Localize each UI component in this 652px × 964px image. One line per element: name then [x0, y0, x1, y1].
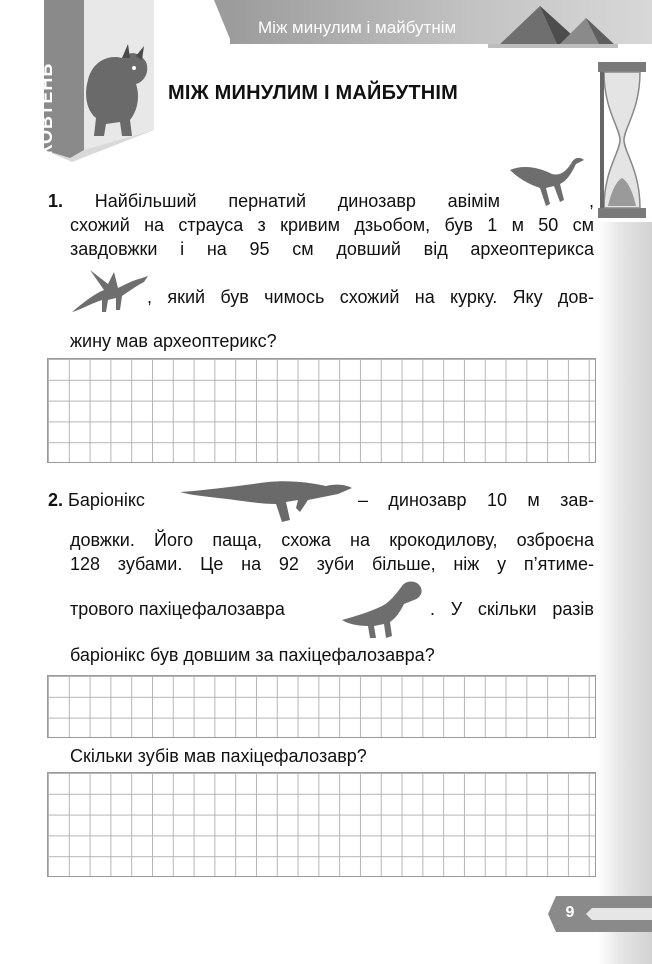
task2-line-1a: Баріонікс — [68, 490, 145, 510]
task1-comma: , — [589, 191, 595, 211]
task1-answer-grid[interactable] — [47, 358, 596, 463]
task1-line-4: , який був чимось схожий на курку. Яку дов- — [147, 287, 594, 307]
pachycephalosaurus-icon — [340, 576, 426, 640]
page-title: МІЖ МИНУЛИМ І МАЙБУТНІМ — [168, 82, 459, 104]
task2-line-1b: – динозавр 10 м зав- — [358, 490, 594, 510]
archaeopteryx-icon — [70, 262, 150, 316]
task1-line-1: Найбільший пернатий динозавр авімім — [94, 191, 500, 211]
task1-line-5: жину мав археоптерикс? — [70, 331, 277, 351]
task2-question-2: Скільки зубів мав пахіцефалозавр? — [70, 746, 367, 766]
hourglass-icon — [594, 60, 646, 220]
task2-line-5: баріонікс був довшим за пахіцефалозавра? — [70, 645, 435, 665]
task1-number: 1. — [48, 191, 64, 211]
pyramids-icon — [488, 0, 618, 48]
task2-answer-grid-1[interactable] — [47, 675, 596, 738]
task2-answer-grid-2[interactable] — [47, 772, 596, 877]
page-number: 9 — [565, 904, 575, 921]
task1-line-3: завдовжки і на 95 см довший від археоптерикса — [70, 239, 594, 259]
task2-line-2: довжки. Його паща, схожа на крокодилову, озброєна — [70, 530, 594, 550]
side-strip — [598, 222, 652, 964]
task1-line-2: схожий на страуса з кривим дзьобом, був 1 м 50 см — [70, 215, 594, 235]
task2-line-3: 128 зубами. Це на 92 зуби більше, ніж у п’ятиме- — [70, 554, 594, 574]
triceratops-icon — [78, 40, 152, 140]
section-title: Між минулим і майбутнім — [258, 18, 457, 37]
avimimus-icon — [506, 150, 590, 208]
task2-number: 2. — [48, 490, 64, 510]
task2-line-4a: трового пахіцефалозавра — [70, 599, 285, 619]
month-label: ЖОВТЕНЬ — [36, 62, 56, 162]
task2-line-4b: . У скільки разів — [430, 599, 594, 619]
baryonyx-icon — [178, 468, 354, 524]
